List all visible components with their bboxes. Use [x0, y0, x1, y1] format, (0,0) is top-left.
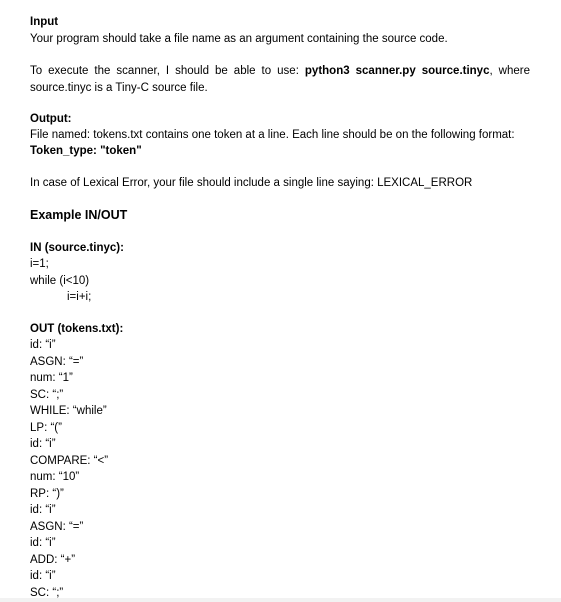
input-example-code	[30, 256, 530, 306]
execute-command: python3 scanner.py source.tinyc	[304, 65, 490, 77]
token-line: ASGN: “=”	[30, 520, 84, 533]
output-example-heading: OUT (tokens.txt):	[30, 323, 124, 335]
page-bottom-edge	[0, 598, 561, 602]
execute-prefix: To execute the scanner, I should be able to use:	[30, 65, 305, 77]
input-description: Your program should take a file name as an argument containing the source code.	[30, 33, 448, 45]
token-line: RP: “)”	[30, 487, 64, 500]
code-line: while (i<10)	[30, 274, 90, 287]
token-line: id: “i”	[30, 504, 56, 516]
input-example-heading: IN (source.tinyc):	[30, 242, 124, 254]
token-line: SC: “;”	[30, 388, 64, 401]
lexical-error-note: In case of Lexical Error, your file should include a single line saying: LEXICAL_ERROR	[30, 177, 473, 189]
output-format: Token_type: "token"	[30, 145, 142, 157]
code-line: i=1;	[30, 258, 49, 270]
token-line: WHILE: “while”	[30, 405, 107, 417]
execute-suffix: , where source.tinyc is a Tiny-C source file.	[30, 65, 531, 94]
token-line: id: “i”	[30, 570, 56, 582]
token-line: COMPARE: “<”	[30, 454, 109, 467]
example-heading: Example IN/OUT	[30, 208, 128, 222]
token-line: ASGN: “=”	[30, 355, 84, 368]
token-line: LP: “(”	[30, 421, 62, 434]
token-line: ADD: “+”	[30, 553, 76, 566]
code-line: i=i+i;	[67, 291, 92, 303]
token-line: num: “1”	[30, 372, 73, 384]
token-line: num: “10”	[30, 471, 80, 483]
output-heading: Output:	[30, 113, 72, 125]
input-heading: Input	[30, 16, 59, 28]
token-line: SC: “;”	[30, 586, 64, 599]
output-token-list	[30, 337, 530, 601]
execute-instructions	[30, 63, 530, 96]
token-line: id: “i”	[30, 438, 56, 450]
token-line: id: “i”	[30, 537, 56, 549]
token-line: id: “i”	[30, 339, 56, 351]
output-description: File named: tokens.txt contains one token at a line. Each line should be on the following format:	[30, 129, 515, 141]
